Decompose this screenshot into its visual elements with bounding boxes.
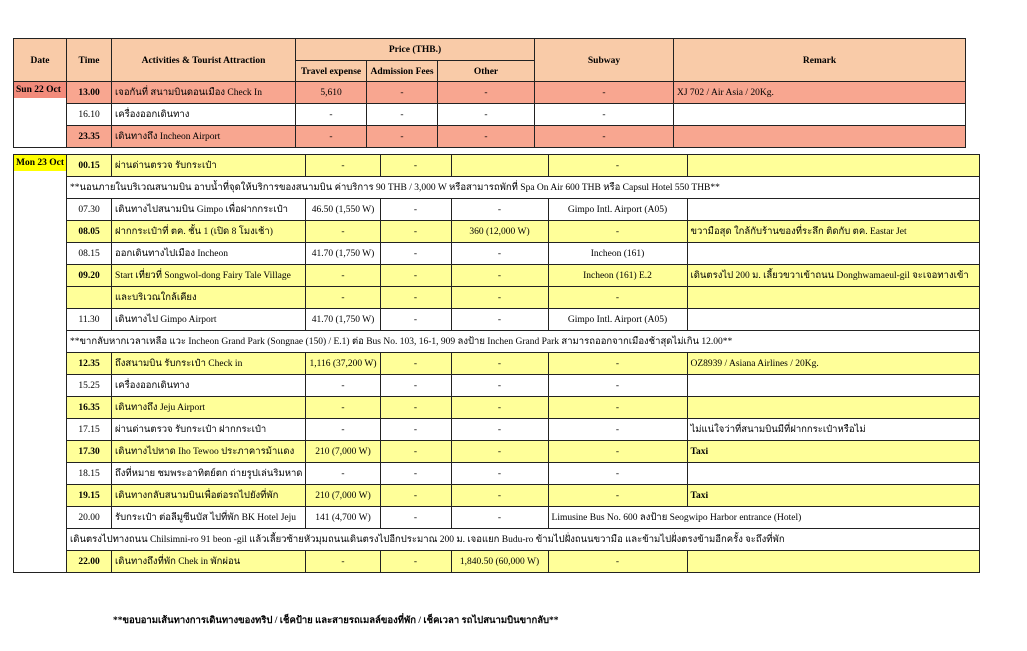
subway-cell: - <box>535 126 674 148</box>
time-cell: 08.05 <box>67 221 112 243</box>
other-cell: - <box>451 265 548 287</box>
remark-cell: OZ8939 / Asiana Airlines / 20Kg. <box>687 353 979 375</box>
admission-cell: - <box>380 199 451 221</box>
travel-cell: 41.70 (1,750 W) <box>306 309 380 331</box>
day2-table <box>13 154 980 573</box>
other-cell: - <box>451 243 548 265</box>
activity-cell: รับกระเป๋า ต่อลีมูซีนบัส ไปที่พัก BK Hotel Jeju <box>112 507 306 529</box>
admission-cell: - <box>380 551 451 573</box>
time-cell: 15.25 <box>67 375 112 397</box>
travel-cell: 141 (4,700 W) <box>306 507 380 529</box>
table-row <box>14 331 980 353</box>
admission-cell: - <box>380 155 451 177</box>
activity-cell: เดินทางถึง Jeju Airport <box>112 397 306 419</box>
table-row <box>14 529 980 551</box>
time-cell: 20.00 <box>67 507 112 529</box>
header-travel: Travel expense <box>296 61 367 83</box>
admission-cell: - <box>380 243 451 265</box>
activity-cell: เครื่องออกเดินทาง <box>112 375 306 397</box>
footer-note: **ขอบอามเส้นทางการเดินทางของทริป / เช็คป้าย และสายรถเมลล์ของที่พัก / เช็คเวลา รถไปสนามบินขากลับ** <box>113 616 559 626</box>
remark-cell: ขวามือสุด ใกล้กับร้านของที่ระลึก ติดกับ ตค. Eastar Jet <box>687 221 979 243</box>
time-cell: 00.15 <box>67 155 112 177</box>
admission-cell: - <box>380 353 451 375</box>
header-remark: Remark <box>674 39 966 83</box>
activity-cell: เดินทางถึง Incheon Airport <box>112 126 296 148</box>
subway-cell: - <box>548 419 687 441</box>
activity-cell: Start เที่ยวที่ Songwol-dong Fairy Tale Village <box>112 265 306 287</box>
header-other: Other <box>438 61 535 83</box>
table-row <box>14 243 980 265</box>
time-cell: 13.00 <box>67 82 112 104</box>
travel-cell: - <box>306 419 380 441</box>
subway-cell: Incheon (161) E.2 <box>548 265 687 287</box>
activity-cell: เจอกันที่ สนามบินดอนเมือง Check In <box>112 82 296 104</box>
travel-cell: 210 (7,000 W) <box>306 441 380 463</box>
travel-cell: - <box>306 265 380 287</box>
remark-cell <box>687 199 979 221</box>
subway-cell: Gimpo Intl. Airport (A05) <box>548 199 687 221</box>
time-cell: 16.10 <box>67 104 112 126</box>
date-label: Mon 23 Oct <box>14 155 66 171</box>
remark-cell <box>674 104 966 126</box>
subway-cell: - <box>548 155 687 177</box>
time-cell: 09.20 <box>67 265 112 287</box>
other-cell: - <box>451 199 548 221</box>
travel-cell: 5,610 <box>296 82 367 104</box>
table-row <box>14 309 980 331</box>
subway-cell: - <box>548 375 687 397</box>
travel-cell: 46.50 (1,550 W) <box>306 199 380 221</box>
itinerary-header <box>13 38 966 83</box>
table-row <box>14 485 980 507</box>
activity-cell: เครื่องออกเดินทาง <box>112 104 296 126</box>
admission-cell: - <box>380 221 451 243</box>
header-subway: Subway <box>535 39 674 83</box>
date-label: Sun 22 Oct <box>14 82 66 98</box>
other-cell: - <box>451 309 548 331</box>
time-cell: 22.00 <box>67 551 112 573</box>
table-row <box>14 155 980 177</box>
day1-table <box>13 81 966 148</box>
activity-cell: ออกเดินทางไปเมือง Incheon <box>112 243 306 265</box>
table-row <box>14 353 980 375</box>
remark-cell <box>687 287 979 309</box>
travel-cell: - <box>296 126 367 148</box>
time-cell: 18.15 <box>67 463 112 485</box>
admission-cell: - <box>380 397 451 419</box>
admission-cell: - <box>367 126 438 148</box>
other-cell: - <box>451 287 548 309</box>
time-cell: 07.30 <box>67 199 112 221</box>
activity-cell: ถึงที่หมาย ชมพระอาทิตย์ตก ถ่ายรูปเล่นริมหาด <box>112 463 306 485</box>
activity-cell: ถึงสนามบิน รับกระเป๋า Check in <box>112 353 306 375</box>
activity-cell: เดินทางไปหาด Iho Tewoo ประภาคารม้าแดง <box>112 441 306 463</box>
subway-cell: Limusine Bus No. 600 ลงป้าย Seogwipo Harbor entrance (Hotel) <box>548 507 979 529</box>
table-row <box>14 221 980 243</box>
activity-cell: เดินทางไปสนามบิน Gimpo เพื่อฝากกระเป๋า <box>112 199 306 221</box>
time-cell: 11.30 <box>67 309 112 331</box>
header-price: Price (THB.) <box>296 39 535 61</box>
remark-cell <box>687 309 979 331</box>
other-cell: 1,840.50 (60,000 W) <box>451 551 548 573</box>
other-cell: - <box>438 126 535 148</box>
remark-cell <box>687 463 979 485</box>
subway-cell: - <box>535 82 674 104</box>
time-cell: 17.30 <box>67 441 112 463</box>
remark-cell <box>687 397 979 419</box>
travel-cell: - <box>306 397 380 419</box>
admission-cell: - <box>380 507 451 529</box>
remark-cell: XJ 702 / Air Asia / 20Kg. <box>674 82 966 104</box>
table-row <box>14 287 980 309</box>
header-admission: Admission Fees <box>367 61 438 83</box>
admission-cell: - <box>367 82 438 104</box>
table-row <box>14 441 980 463</box>
date-cell <box>14 82 67 148</box>
remark-cell <box>687 155 979 177</box>
subway-cell: - <box>535 104 674 126</box>
admission-cell: - <box>380 309 451 331</box>
other-cell: - <box>451 507 548 529</box>
other-cell: - <box>451 463 548 485</box>
subway-cell: - <box>548 485 687 507</box>
table-row <box>14 507 980 529</box>
activity-cell: ผ่านด่านตรวจ รับกระเป๋า ฝากกระเป๋า <box>112 419 306 441</box>
remark-cell <box>687 375 979 397</box>
time-cell: 12.35 <box>67 353 112 375</box>
other-cell: - <box>451 485 548 507</box>
activity-cell: ฝากกระเป๋าที่ ตค. ชั้น 1 (เปิด 8 โมงเช้า) <box>112 221 306 243</box>
activity-cell: และบริเวณใกล้เคียง <box>112 287 306 309</box>
subway-cell: - <box>548 353 687 375</box>
table-row <box>14 265 980 287</box>
admission-cell: - <box>380 441 451 463</box>
time-cell: 19.15 <box>67 485 112 507</box>
time-cell: 23.35 <box>67 126 112 148</box>
table-row <box>14 82 966 104</box>
span-note: เดินตรงไปทางถนน Chilsimni-ro 91 beon -gil แล้วเลี้ยวซ้ายหัวมุมถนนเดินตรงไปอีกประมาณ 200 ม. เจอแยก Budu-ro ข้ามไปฝั่งถนนขวามือ และข้ามไปฝั่งตรงข้ามอีกครั้ง จะถึงที่พัก <box>67 529 979 551</box>
travel-cell: - <box>306 375 380 397</box>
remark-cell: Taxi <box>687 485 979 507</box>
table-row <box>14 397 980 419</box>
table-row <box>14 551 980 573</box>
admission-cell: - <box>367 104 438 126</box>
remark-cell <box>687 243 979 265</box>
other-cell <box>451 155 548 177</box>
admission-cell: - <box>380 419 451 441</box>
header-time: Time <box>67 39 112 83</box>
activity-cell: เดินทางกลับสนามบินเพื่อต่อรถไปยังที่พัก <box>112 485 306 507</box>
date-cell <box>14 155 67 573</box>
travel-cell: - <box>306 155 380 177</box>
travel-cell: 1,116 (37,200 W) <box>306 353 380 375</box>
other-cell: - <box>451 441 548 463</box>
time-cell: 17.15 <box>67 419 112 441</box>
other-cell: - <box>451 419 548 441</box>
subway-cell: - <box>548 551 687 573</box>
remark-cell: เดินตรงไป 200 ม. เลี้ยวขวาเข้าถนน Donghwamaeul-gil จะเจอทางเข้า <box>687 265 979 287</box>
table-row <box>14 177 980 199</box>
table-row <box>14 463 980 485</box>
admission-cell: - <box>380 265 451 287</box>
admission-cell: - <box>380 375 451 397</box>
activity-cell: เดินทางถึงที่พัก Chek in พักผ่อน <box>112 551 306 573</box>
subway-cell: Incheon (161) <box>548 243 687 265</box>
table-row <box>14 104 966 126</box>
time-cell: 08.15 <box>67 243 112 265</box>
table-row <box>14 199 980 221</box>
travel-cell: - <box>306 463 380 485</box>
activity-cell: ผ่านด่านตรวจ รับกระเป๋า <box>112 155 306 177</box>
travel-cell: 210 (7,000 W) <box>306 485 380 507</box>
subway-cell: - <box>548 397 687 419</box>
admission-cell: - <box>380 485 451 507</box>
admission-cell: - <box>380 463 451 485</box>
other-cell: - <box>438 104 535 126</box>
remark-cell <box>674 126 966 148</box>
travel-cell: - <box>306 221 380 243</box>
table-row <box>14 375 980 397</box>
table-row <box>14 419 980 441</box>
subway-cell: - <box>548 441 687 463</box>
remark-cell: Taxi <box>687 441 979 463</box>
subway-cell: - <box>548 463 687 485</box>
other-cell: - <box>451 375 548 397</box>
table-row <box>14 126 966 148</box>
remark-cell <box>687 551 979 573</box>
other-cell: 360 (12,000 W) <box>451 221 548 243</box>
subway-cell: - <box>548 287 687 309</box>
header-date: Date <box>14 39 67 83</box>
travel-cell: - <box>306 551 380 573</box>
other-cell: - <box>451 353 548 375</box>
travel-cell: 41.70 (1,750 W) <box>306 243 380 265</box>
remark-cell: ไม่แน่ใจว่าที่สนามบินมีที่ฝากกระเป๋าหรือไม่ <box>687 419 979 441</box>
other-cell: - <box>451 397 548 419</box>
admission-cell: - <box>380 287 451 309</box>
subway-cell: Gimpo Intl. Airport (A05) <box>548 309 687 331</box>
span-note: **นอนภายในบริเวณสนามบิน อาบน้ำที่จุดให้บริการของสนามบิน ค่าบริการ 90 THB / 3,000 W หรือสามารถพักที่ Spa On Air 600 THB หรือ Capsul Hotel 550 THB** <box>67 177 979 199</box>
time-cell <box>67 287 112 309</box>
subway-cell: - <box>548 221 687 243</box>
time-cell: 16.35 <box>67 397 112 419</box>
span-note: **ขากลับหากเวลาเหลือ แวะ Incheon Grand Park (Songnae (150) / E.1) ต่อ Bus No. 103, 16-1, 909 ลงป้าย Inchen Grand Park สามารถออกจากเมืองช้าสุดไม่เกิน 12.00** <box>67 331 979 353</box>
other-cell: - <box>438 82 535 104</box>
travel-cell: - <box>296 104 367 126</box>
travel-cell: - <box>306 287 380 309</box>
header-activities: Activities & Tourist Attraction <box>112 39 296 83</box>
activity-cell: เดินทางไป Gimpo Airport <box>112 309 306 331</box>
